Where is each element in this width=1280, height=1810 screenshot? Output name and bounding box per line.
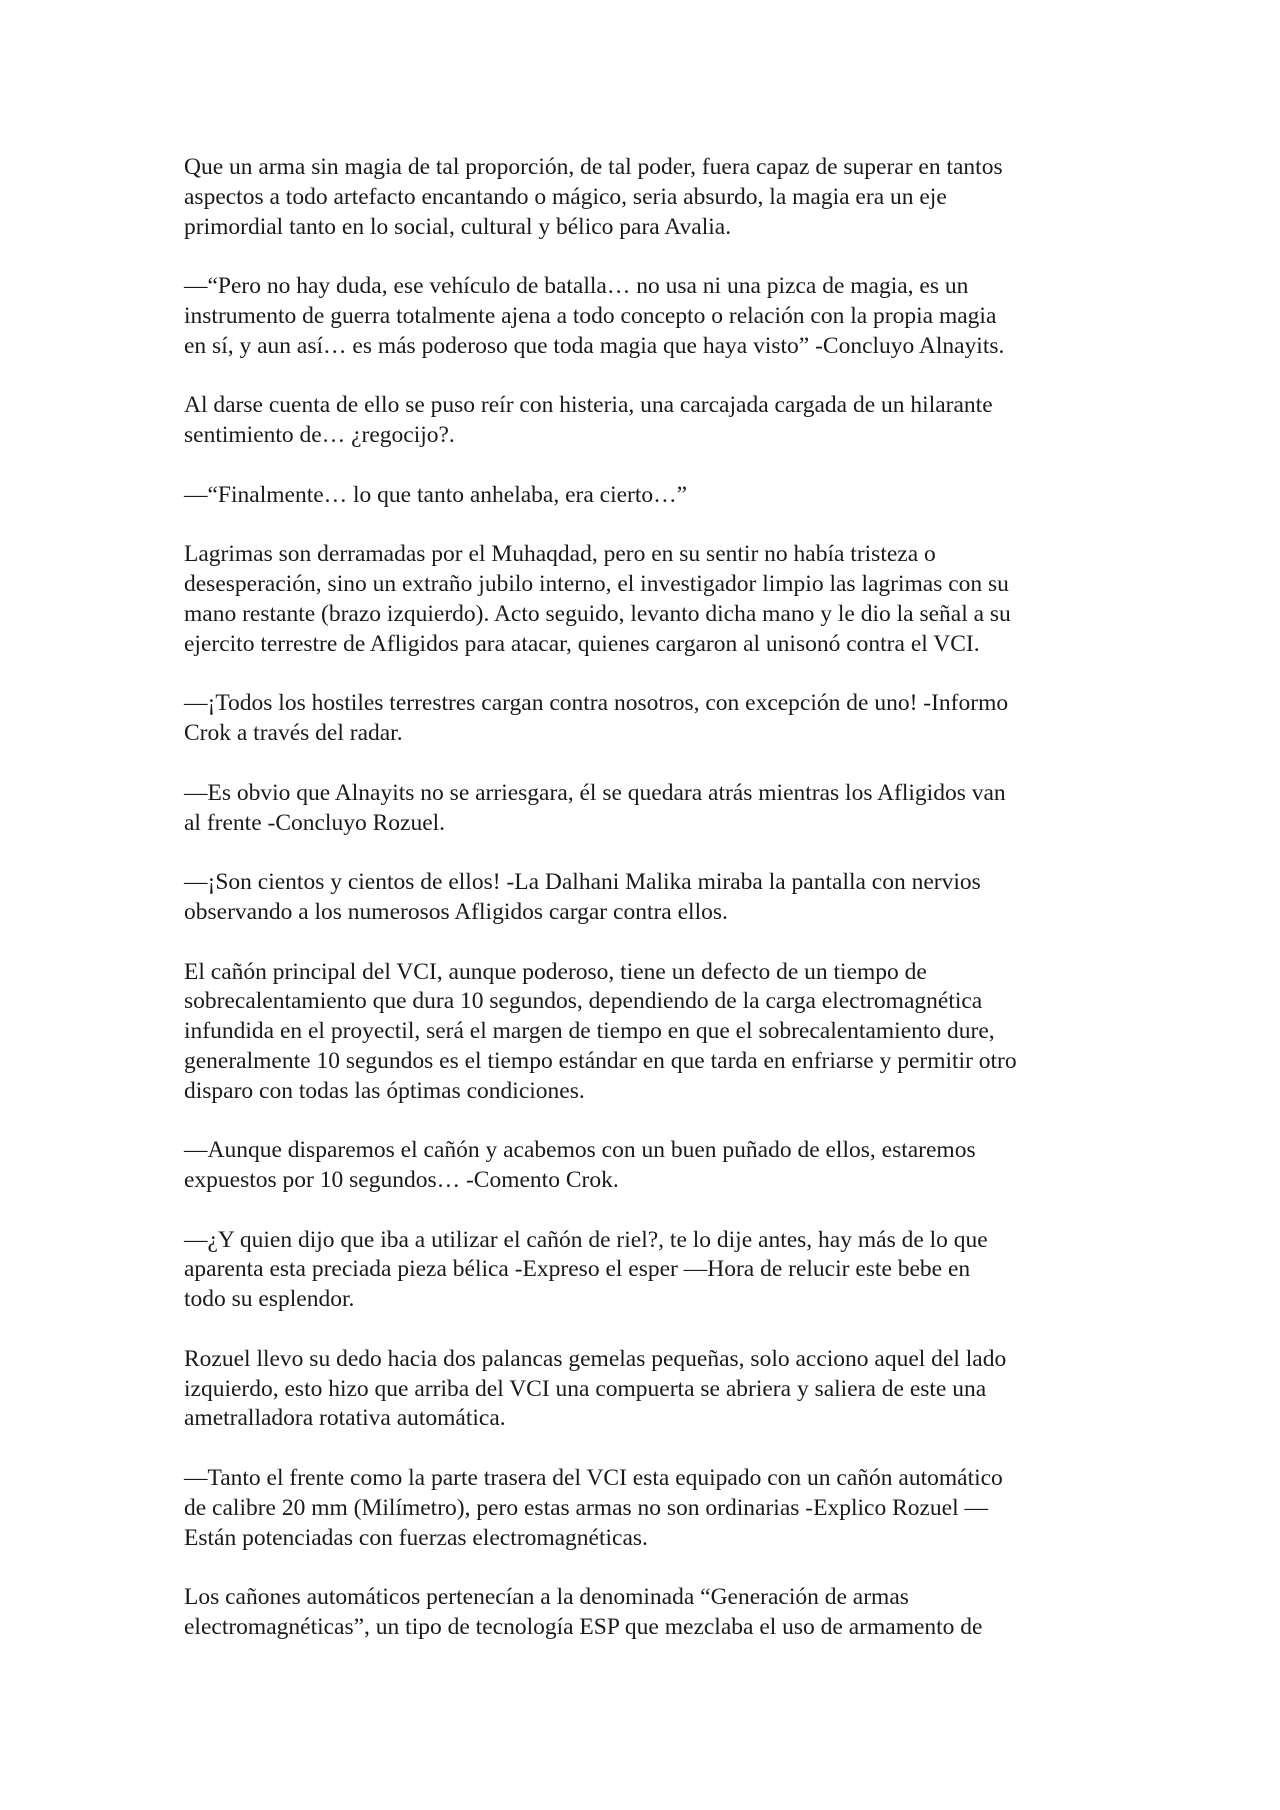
paragraph: —¡Todos los hostiles terrestres cargan contra nosotros, con excepción de uno! -Informo Crok a través del radar. (184, 690, 1009, 747)
paragraph: El cañón principal del VCI, aunque poderoso, tiene un defecto de un tiempo de sobrecalentamiento que dura 10 segundos, dependiendo de la carga electromagnética infundida en el proyectil, será el margen de tiempo en que el sobrecalentamiento dure, generalmente 10 segundos es el tiempo estándar en que tarda en enfriarse y permitir otro disparo con todas las óptimas condiciones. (184, 958, 1017, 1104)
paragraph: Los cañones automáticos pertenecían a la denominada “Generación de armas electromagnéticas”, un tipo de tecnología ESP que mezclaba el uso de armamento de (184, 1584, 983, 1641)
paragraph: —¡Son cientos y cientos de ellos! -La Dalhani Malika miraba la pantalla con nervios observando a los numerosos Afligidos cargar contra ellos. (184, 869, 981, 925)
paragraph: —Tanto el frente como la parte trasera del VCI esta equipado con un cañón automático de calibre 20 mm (Milímetro), pero estas armas no son ordinarias -Explico Rozuel — Están potenciadas con fuerzas electromagnéticas. (184, 1465, 1003, 1551)
paragraph: Lagrimas son derramadas por el Muhaqdad, pero en su sentir no había tristeza o desesperación, sino un extraño jubilo interno, el investigador limpio las lagrimas con su mano restante (brazo izquierdo). Acto seguido, levanto dicha mano y le dio la señal a su ejercito terrestre de Afligidos para atacar, quienes cargaron al unisonó contra el VCI. (184, 541, 1011, 657)
paragraph: —“Finalmente… lo que tanto anhelaba, era cierto…” (184, 481, 688, 508)
paragraph: —Es obvio que Alnayits no se arriesgara, él se quedara atrás mientras los Afligidos van al frente -Concluyo Rozuel. (184, 779, 1006, 836)
paragraph: —Aunque disparemos el cañón y acabemos con un buen puñado de ellos, estaremos expuestos por 10 segundos… -Comento Crok. (184, 1137, 976, 1194)
document-body (184, 153, 1104, 1673)
paragraph: —“Pero no hay duda, ese vehículo de batalla… no usa ni una pizca de magia, es un instrumento de guerra totalmente ajena a todo concepto o relación con la propia magia en sí, y aun así… es más poderoso que toda magia que haya visto” -Concluyo Alnayits. (184, 273, 1005, 359)
paragraph: —¿Y quien dijo que iba a utilizar el cañón de riel?, te lo dije antes, hay más de lo que aparenta esta preciada pieza bélica -Expreso el esper —Hora de relucir este bebe en todo su esplendor. (184, 1226, 988, 1313)
paragraph: Al darse cuenta de ello se puso reír con histeria, una carcajada cargada de un hilarante sentimiento de… ¿regocijo?. (184, 392, 993, 449)
paragraph: Que un arma sin magia de tal proporción, de tal poder, fuera capaz de superar en tantos aspectos a todo artefacto encantando o mágico, seria absurdo, la magia era un eje primordial tanto en lo social, cultural y bélico para Avalia. (184, 154, 1003, 240)
paragraph: Rozuel llevo su dedo hacia dos palancas gemelas pequeñas, solo acciono aquel del lado izquierdo, esto hizo que arriba del VCI una compuerta se abriera y saliera de este una ametralladora rotativa automática. (184, 1345, 1007, 1432)
